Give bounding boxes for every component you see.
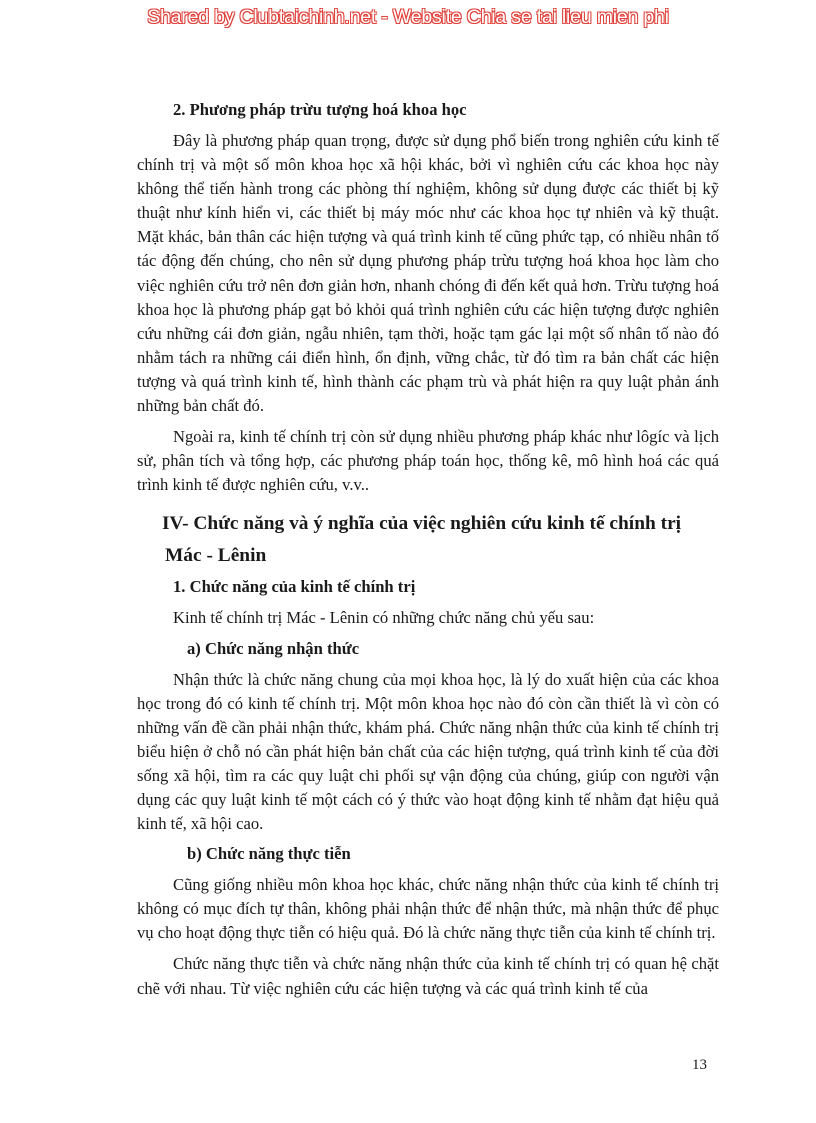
watermark-text: Shared by Clubtaichinh.net - Website Chia se tai lieu mien phi [147,6,669,28]
heading-functions: 1. Chức năng của kinh tế chính trị [173,577,416,597]
page-number: 13 [692,1057,707,1073]
paragraph-abstraction-method: Đây là phương pháp quan trọng, được sử dụng phổ biến trong nghiên cứu kinh tế chính trị và một số môn khoa học xã hội khác, bởi vì nghiên cứu các khoa học này không thể tiến hành trong các phòng thí nghiệm, không sử dụng được các thiết bị kỹ thuật như kính hiển vi, các thiết bị máy móc như các khoa học tự nhiên và kỹ thuật. Mặt khác, bản thân các hiện tượng và quá trình kinh tế cũng phức tạp, có nhiều nhân tố tác động đến chúng, cho nên sử dụng phương pháp trừu tượng hoá khoa học làm cho việc nghiên cứu trở nên đơn giản hơn, nhanh chóng đi đến kết quả hơn. Trừu tượng hoá khoa học là phương pháp gạt bỏ khỏi quá trình nghiên cứu các hiện tượng được nghiên cứu những cái đơn giản, ngẫu nhiên, tạm thời, hoặc tạm gác lại một số nhân tố nào đó nhằm tách ra những cái điển hình, ổn định, vững chắc, từ đó tìm ra bản chất các hiện tượng và quá trình kinh tế, hình thành các phạm trù và phát hiện ra quy luật phản ánh những bản chất đó. [137,131,719,416]
heading-section-iv-continued: Mác - Lênin [165,545,267,567]
paragraph-practical-function: Cũng giống nhiều môn khoa học khác, chức năng nhận thức của kinh tế chính trị không có mục đích tự thân, không phải nhận thức để nhận thức, mà nhận thức để phục vụ cho hoạt động thực tiễn có hiệu quả. Đó là chức năng thực tiễn của kinh tế chính trị. [137,875,719,943]
paragraph-practical-relation: Chức năng thực tiễn và chức năng nhận thức của kinh tế chính trị có quan hệ chặt chẽ với nhau. Từ việc nghiên cứu các hiện tượng và các quá trình kinh tế của [137,954,719,998]
page-content [137,98,719,1001]
paragraph-other-methods: Ngoài ra, kinh tế chính trị còn sử dụng nhiều phương pháp khác như lôgíc và lịch sử, phân tích và tổng hợp, các phương pháp toán học, thống kê, mô hình hoá các quá trình kinh tế được nghiên cứu, v.v.. [137,427,719,495]
heading-cognitive-function: a) Chức năng nhận thức [187,638,360,658]
heading-abstraction-method: 2. Phương pháp trừu tượng hoá khoa học [173,100,467,119]
paragraph-functions-intro: Kinh tế chính trị Mác - Lênin có những chức năng chủ yếu sau: [173,608,595,628]
paragraph-cognitive-function: Nhận thức là chức năng chung của mọi khoa học, là lý do xuất hiện của các khoa học trong đó có kinh tế chính trị. Một môn khoa học nào đó còn cần thiết là vì còn có những vấn đề cần phải nhận thức, khám phá. Chức năng nhận thức của kinh tế chính trị biểu hiện ở chỗ nó cần phát hiện bản chất của các hiện tượng, quá trình kinh tế của đời sống xã hội, tìm ra các quy luật chi phối sự vận động của chúng, giúp con người vận dụng các quy luật kinh tế một cách có ý thức vào hoạt động kinh tế nhằm đạt hiệu quả kinh tế, xã hội cao. [137,669,719,834]
heading-section-iv: IV- Chức năng và ý nghĩa của việc nghiên cứu kinh tế chính trị [162,513,682,535]
heading-practical-function: b) Chức năng thực tiễn [187,844,351,864]
